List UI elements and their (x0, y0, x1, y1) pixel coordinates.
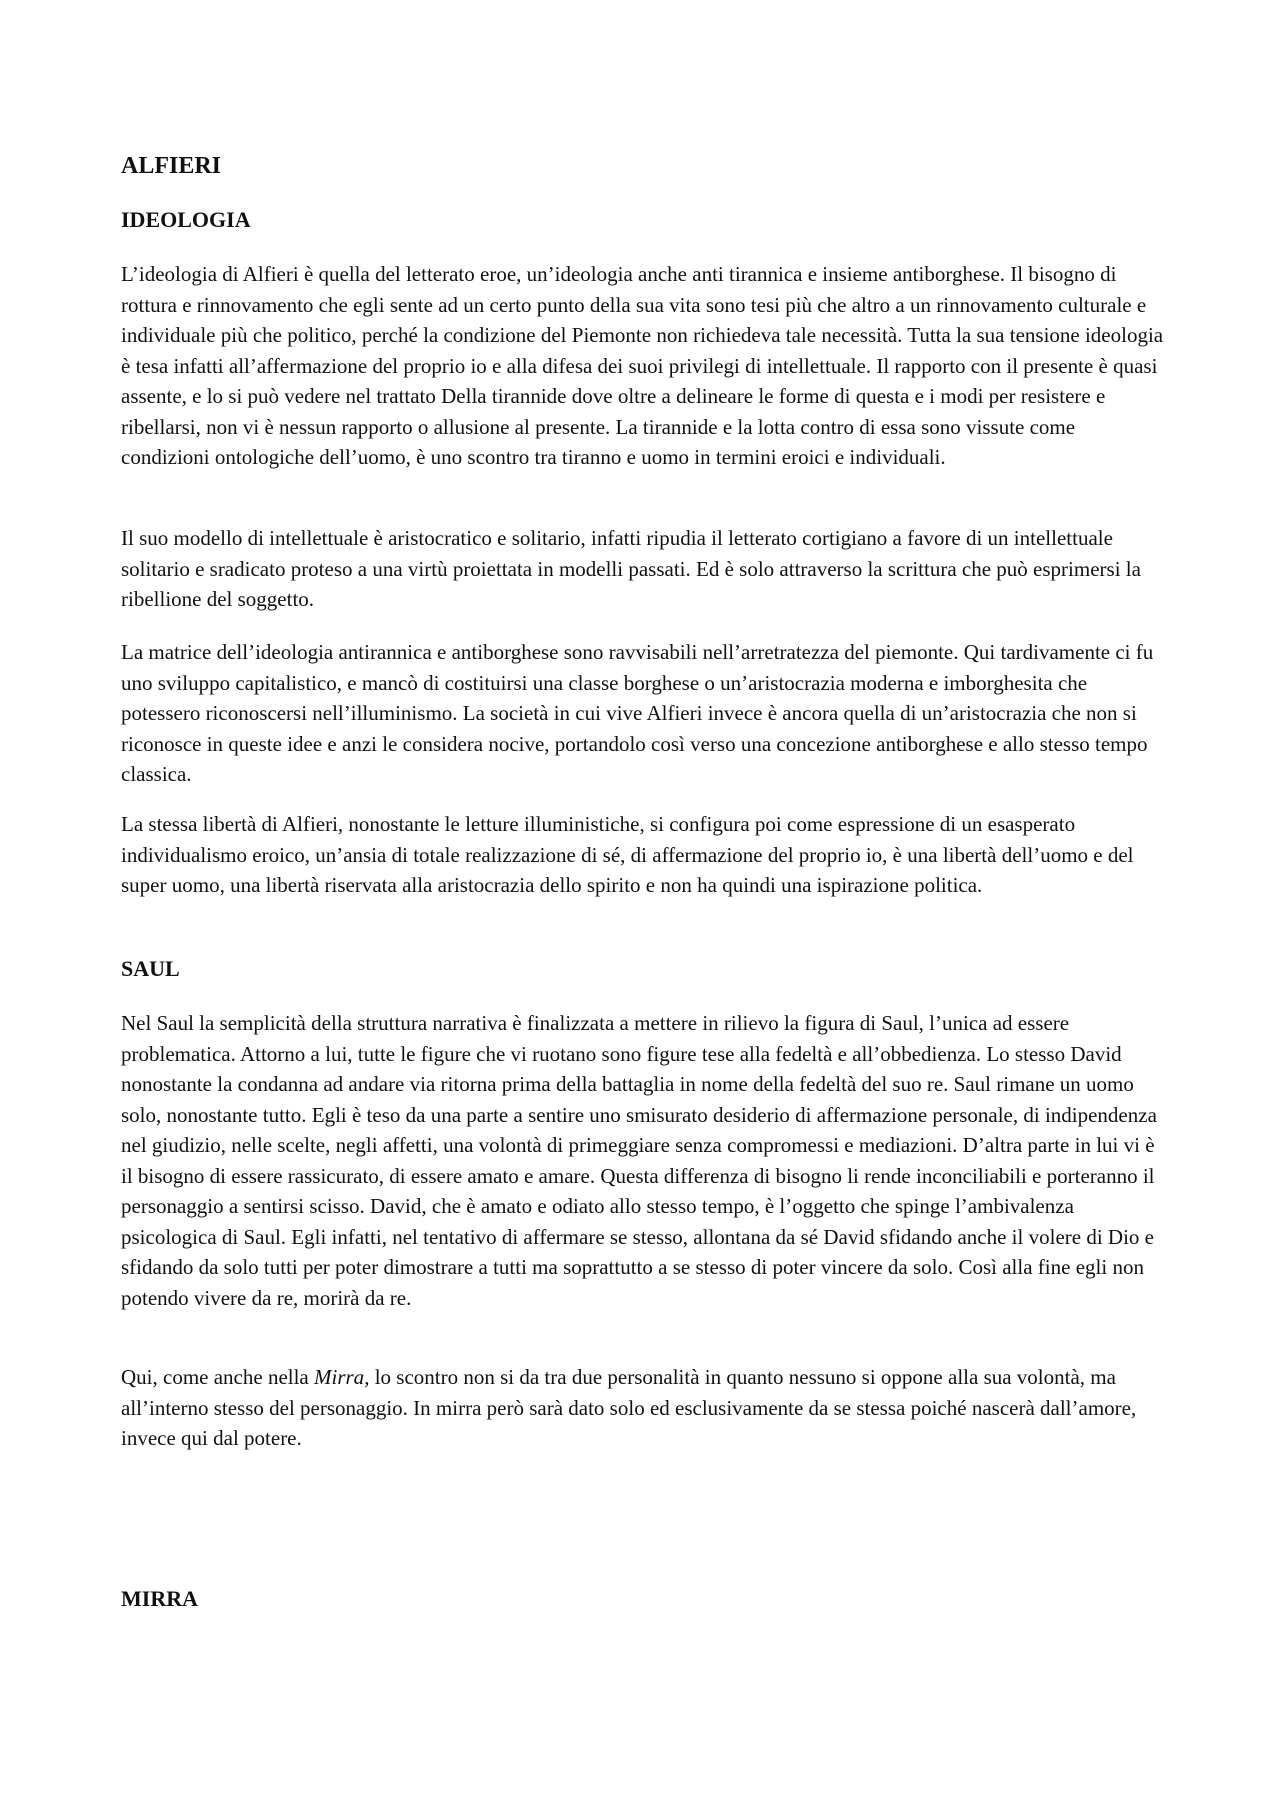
saul-paragraph-1: Nel Saul la semplicità della struttura narrativa è finalizzata a mettere in rilievo la figura di Saul, l’unica ad essere problematica. Attorno a lui, tutte le figure che vi ruotano sono figure tese alla fedeltà e all’obbedienza. Lo stesso David nonostante la condanna ad andare via ritorna prima della battaglia in nome della fedeltà del suo re. Saul rimane un uomo solo, nonostante tutto. Egli è teso da una parte a sentire uno smisurato desiderio di affermazione personale, di indipendenza nel giudizio, nelle scelte, negli affetti, una volontà di primeggiare senza compromessi e mediazioni. D’altra parte in lui vi è il bisogno di essere rassicurato, di essere amato e amare. Questa differenza di bisogno li rende inconciliabili e porteranno il personaggio a sentirsi scisso. David, che è amato e odiato allo stesso tempo, è l’oggetto che spinge l’ambivalenza psicologica di Saul. Egli infatti, nel tentativo di affermare se stesso, allontana da sé David sfidando anche il volere di Dio e sfidando da solo tutti per poter dimostrare a tutti ma soprattutto a se stesso di poter vincere da solo. Così alla fine egli non potendo vivere da re, morirà da re. (121, 1011, 1157, 1310)
ideologia-paragraph-3: La matrice dell’ideologia antirannica e antiborghese sono ravvisabili nell’arretratezza del piemonte. Qui tardivamente ci fu uno sviluppo capitalistico, e mancò di costituirsi una classe borghese o un’aristocrazia moderna e imborghesita che potessero riconoscersi nell’illuminismo. La società in cui vive Alfieri invece è ancora quella di un’aristocrazia che non si riconosce in queste idee e anzi le considera nocive, portandolo così verso una concezione antiborghese e allo stesso tempo classica. (121, 640, 1154, 786)
ideologia-paragraph-4: La stessa libertà di Alfieri, nonostante le letture illuministiche, si configura poi come espressione di un esasperato individualismo eroico, un’ansia di totale realizzazione di sé, di affermazione del proprio io, è una libertà dell’uomo e del super uomo, una libertà riservata alla aristocrazia dello spirito e non ha quindi una ispirazione politica. (121, 812, 1134, 897)
section-heading-mirra: MIRRA (121, 1586, 198, 1611)
saul-paragraph-2 (121, 1362, 1166, 1454)
document-title: ALFIERI (121, 153, 222, 179)
saul-paragraph-2-start: Qui, come anche nella (121, 1365, 314, 1389)
section-heading-ideologia: IDEOLOGIA (121, 207, 251, 232)
ideologia-paragraph-1: L’ideologia di Alfieri è quella del letterato eroe, un’ideologia anche anti tirannica e insieme antiborghese. Il bisogno di rottura e rinnovamento che egli sente ad un certo punto della sua vita sono tesi più che altro a un rinnovamento culturale e individuale più che politico, perché la condizione del Piemonte non richiedeva tale necessità. Tutta la sua tensione ideologia è tesa infatti all’affermazione del proprio io e alla difesa dei suoi privilegi di intellettuale. Il rapporto con il presente è quasi assente, e lo si può vedere nel trattato Della tirannide dove oltre a delineare le forme di questa e i modi per resistere e ribellarsi, non vi è nessun rapporto o allusione al presente. La tirannide e la lotta contro di essa sono vissute come condizioni ontologiche dell’uomo, è uno scontro tra tiranno e uomo in termini eroici e individuali. (121, 262, 1164, 469)
ideologia-paragraph-2: Il suo modello di intellettuale è aristocratico e solitario, infatti ripudia il letterato cortigiano a favore di un intellettuale solitario e sradicato proteso a una virtù proiettata in modelli passati. Ed è solo attraverso la scrittura che può esprimersi la ribellione del soggetto. (121, 526, 1141, 611)
section-heading-saul: SAUL (121, 956, 180, 981)
mirra-italic-title: Mirra (314, 1365, 365, 1389)
saul-paragraph-2-end: , lo scontro non si da tra due personalità in quanto nessuno si oppone alla sua volontà, ma all’interno stesso del personaggio. In mirra però sarà dato solo ed esclusivamente da se stessa poiché nascerà dall’amore, invece qui dal potere. (121, 1365, 1137, 1450)
